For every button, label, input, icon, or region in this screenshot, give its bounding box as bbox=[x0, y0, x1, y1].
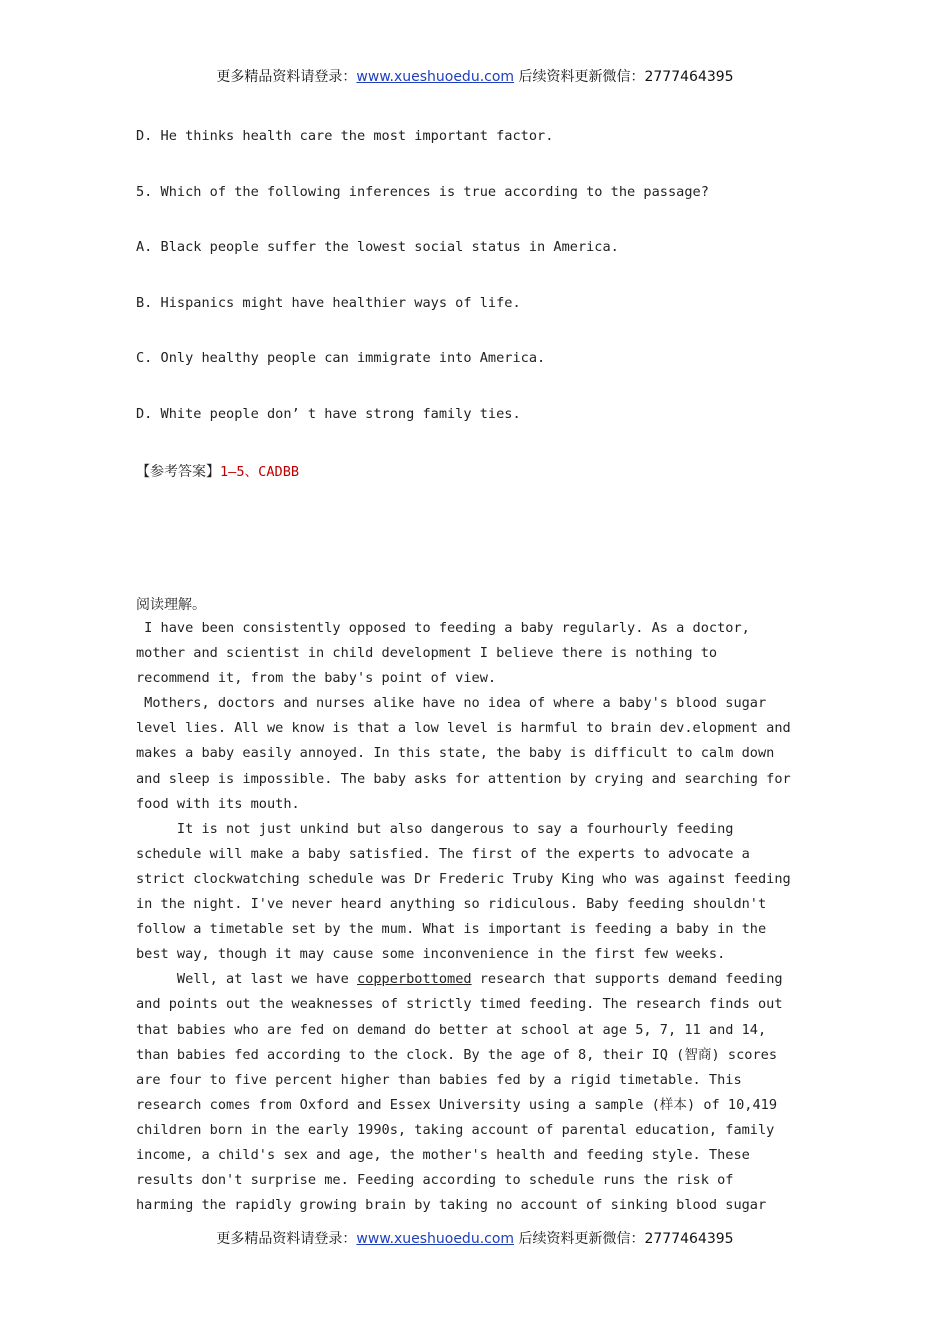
answer-key bbox=[136, 460, 299, 481]
underlined-word: copperbottomed bbox=[356, 971, 472, 988]
passage-line: than babies fed according to the clock. By the age of 8, their IQ (智商) scores bbox=[136, 1046, 777, 1063]
passage-line: food with its mouth. bbox=[136, 795, 300, 812]
answer-label: 【参考答案】 bbox=[136, 464, 220, 480]
passage-text: research that supports demand feeding bbox=[471, 971, 783, 988]
passage-line: and sleep is impossible. The baby asks for attention by crying and searching for bbox=[136, 770, 791, 787]
passage-line: results don't surprise me. Feeding according to schedule runs the risk of bbox=[136, 1172, 734, 1189]
passage-line: I have been consistently opposed to feeding a baby regularly. As a doctor, bbox=[136, 620, 750, 636]
q5-option-d: D. White people don’ t have strong family ties. bbox=[136, 406, 521, 422]
passage-line: It is not just unkind but also dangerous to say a fourhourly feeding bbox=[136, 820, 734, 837]
passage-line: strict clockwatching schedule was Dr Frederic Truby King who was against feeding bbox=[136, 870, 791, 887]
q5-option-b: B. Hispanics might have healthier ways of life. bbox=[136, 295, 521, 311]
passage-line: mother and scientist in child development I believe there is nothing to bbox=[136, 645, 718, 662]
q5-option-c: C. Only healthy people can immigrate into America. bbox=[136, 350, 546, 366]
footer-suffix: 后续资料更新微信：2777464395 bbox=[514, 1231, 734, 1247]
q4-option-d: D. He thinks health care the most important factor. bbox=[136, 128, 554, 144]
footer-prefix: 更多精品资料请登录： bbox=[216, 1231, 357, 1247]
passage-line: income, a child's sex and age, the mother's health and feeding style. These bbox=[136, 1146, 750, 1163]
passage-line: in the night. I've never heard anything so ridiculous. Baby feeding shouldn't bbox=[136, 896, 767, 913]
passage-line: research comes from Oxford and Essex University using a sample (样本) of 10,419 bbox=[136, 1096, 777, 1113]
passage-line: and points out the weaknesses of strictly timed feeding. The research finds out bbox=[136, 996, 783, 1013]
passage-line bbox=[136, 967, 816, 992]
passage-text: Well, at last we have bbox=[136, 971, 357, 988]
passage-line: that babies who are fed on demand do better at school at age 5, 7, 11 and 14, bbox=[136, 1021, 767, 1038]
section-title: 阅读理解。 bbox=[136, 597, 206, 613]
page-footer bbox=[0, 1228, 950, 1248]
passage-line: recommend it, from the baby's point of view. bbox=[136, 670, 497, 687]
passage-line: makes a baby easily annoyed. In this state, the baby is difficult to calm down bbox=[136, 745, 775, 762]
passage-line: are four to five percent higher than babies fed by a rigid timetable. This bbox=[136, 1071, 742, 1088]
passage-line: level lies. All we know is that a low level is harmful to brain dev.elopment and bbox=[136, 720, 791, 737]
page-header bbox=[0, 66, 950, 86]
header-link[interactable]: www.xueshuoedu.com bbox=[356, 69, 515, 85]
answer-value: 1—5、CADBB bbox=[220, 464, 300, 480]
q5-stem: 5. Which of the following inferences is true according to the passage? bbox=[136, 184, 709, 200]
header-prefix: 更多精品资料请登录： bbox=[216, 69, 357, 85]
passage-line: best way, though it may cause some inconvenience in the first few weeks. bbox=[136, 946, 726, 963]
q5-option-a: A. Black people suffer the lowest social status in America. bbox=[136, 239, 619, 255]
reading-passage bbox=[136, 616, 816, 1218]
passage-line: children born in the early 1990s, taking account of parental education, family bbox=[136, 1121, 775, 1138]
footer-link[interactable]: www.xueshuoedu.com bbox=[356, 1231, 515, 1247]
passage-line: follow a timetable set by the mum. What is important is feeding a baby in the bbox=[136, 921, 767, 938]
header-suffix: 后续资料更新微信：2777464395 bbox=[514, 69, 734, 85]
passage-line: harming the rapidly growing brain by taking no account of sinking blood sugar bbox=[136, 1197, 767, 1214]
passage-line: schedule will make a baby satisfied. The first of the experts to advocate a bbox=[136, 845, 750, 862]
passage-line: Mothers, doctors and nurses alike have no idea of where a baby's blood sugar bbox=[136, 695, 767, 712]
